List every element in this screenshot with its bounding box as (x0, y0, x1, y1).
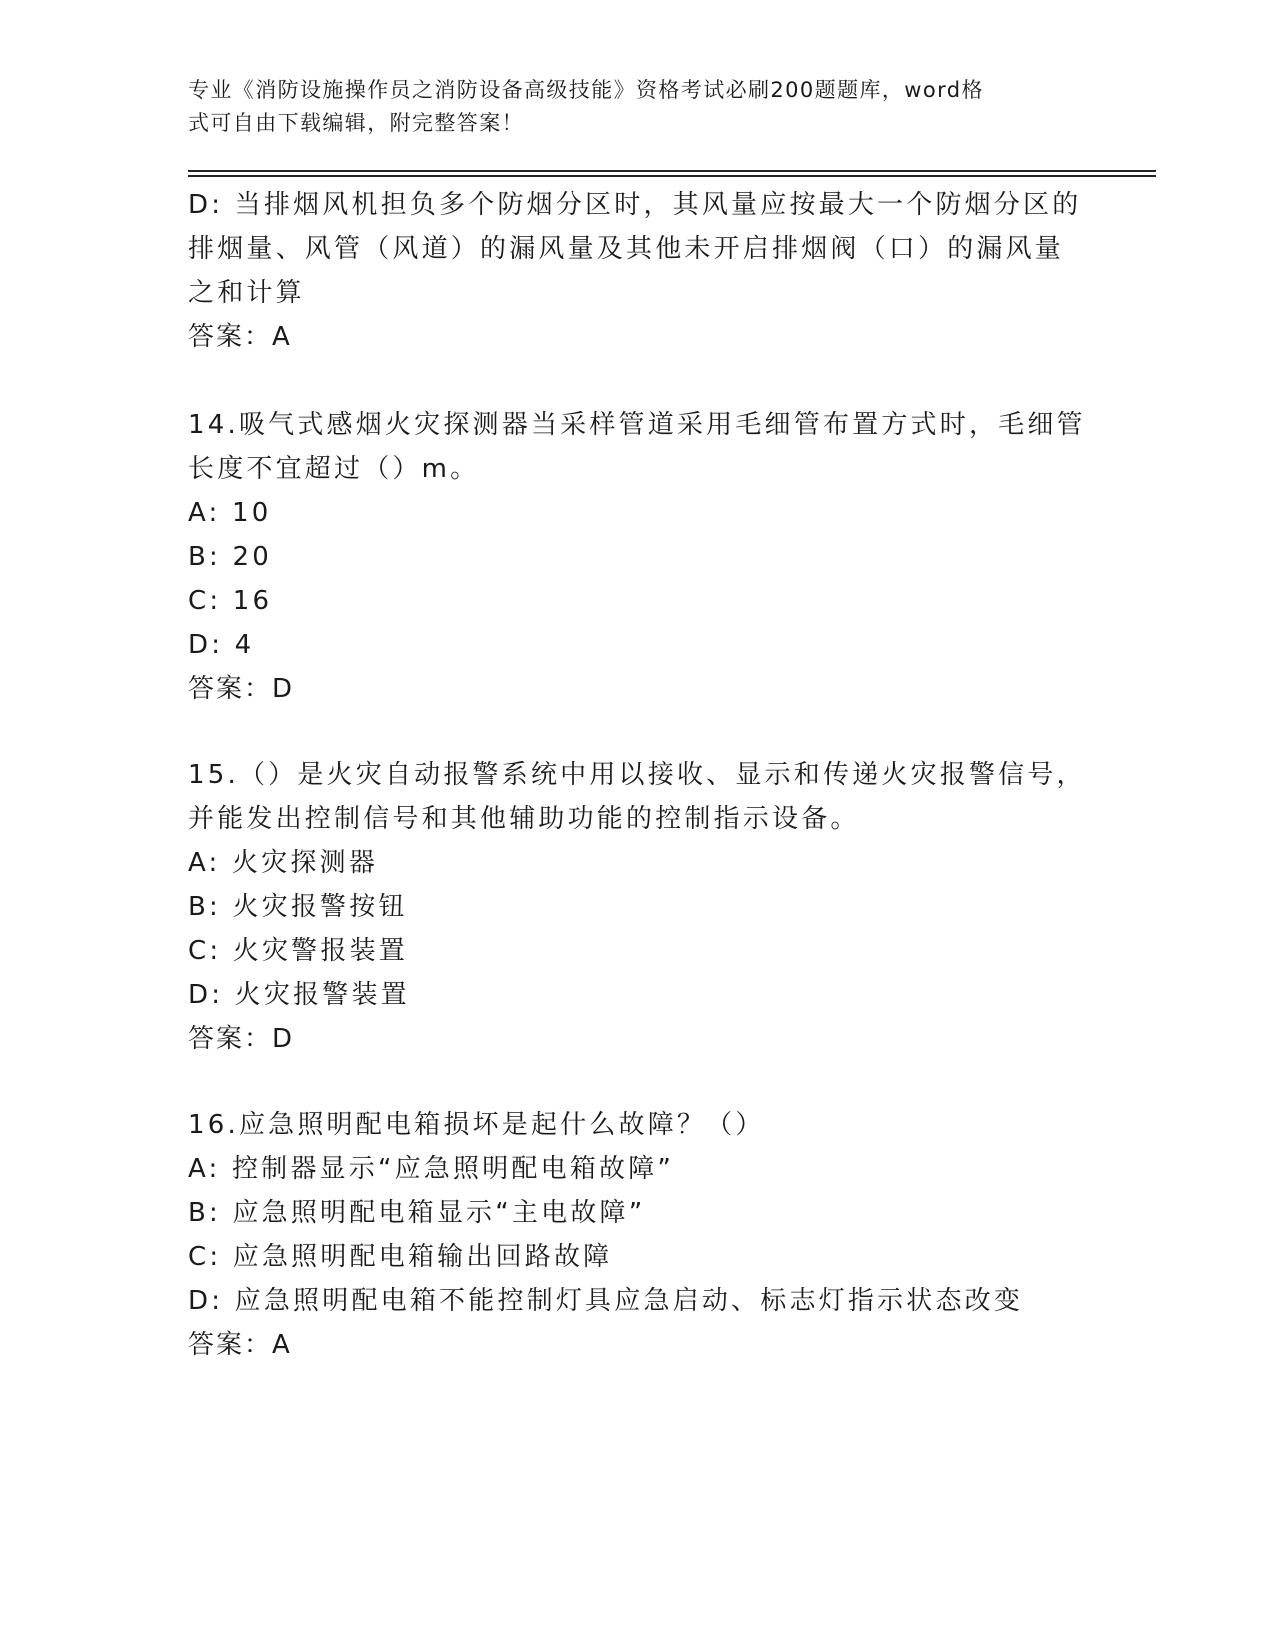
q15-answer: 答案：D (188, 1024, 295, 1054)
q16-option-b: B: 应急照明配电箱显示“主电故障” (188, 1198, 646, 1228)
header-divider-top (188, 170, 1156, 172)
q14-option-b: B: 20 (188, 542, 272, 572)
document-header (188, 74, 1068, 140)
q15-option-b: B: 火灾报警按钮 (188, 892, 408, 922)
q16-option-d: D: 应急照明配电箱不能控制灯具应急启动、标志灯指示状态改变 (188, 1286, 1024, 1316)
q13-option-d-line-1: D: 当排烟风机担负多个防烟分区时，其风量应按最大一个防烟分区的 (188, 190, 1082, 220)
q13-option-d-line-2: 排烟量、风管（风道）的漏风量及其他未开启排烟阀（口）的漏风量 (188, 234, 1065, 264)
header-line-1: 专业《消防设施操作员之消防设备高级技能》资格考试必刷200题题库，word格 (188, 78, 984, 102)
q16-stem: 16.应急照明配电箱损坏是起什么故障？（） (188, 1110, 765, 1140)
q14-stem-line-1: 14.吸气式感烟火灾探测器当采样管道采用毛细管布置方式时，毛细管 (188, 410, 1086, 440)
q15-option-c: C: 火灾警报装置 (188, 936, 408, 966)
q14-option-a: A: 10 (188, 498, 272, 528)
header-divider-bottom (188, 175, 1156, 177)
q14-option-d: D: 4 (188, 630, 255, 660)
q16-option-a: A: 控制器显示“应急照明配电箱故障” (188, 1154, 675, 1184)
q14-answer: 答案：D (188, 674, 295, 704)
q14-stem-line-2: 长度不宜超过（）m。 (188, 454, 480, 484)
q14-option-c: C: 16 (188, 586, 273, 616)
q15-option-d: D: 火灾报警装置 (188, 980, 410, 1010)
q15-stem-line-1: 15.（）是火灾自动报警系统中用以接收、显示和传递火灾报警信号， (188, 760, 1086, 790)
header-line-2: 式可自由下载编辑，附完整答案！ (188, 111, 524, 135)
q16-option-c: C: 应急照明配电箱输出回路故障 (188, 1242, 613, 1272)
q15-option-a: A: 火灾探测器 (188, 848, 378, 878)
q15-stem-line-2: 并能发出控制信号和其他辅助功能的控制指示设备。 (188, 804, 860, 834)
q16-answer: 答案：A (188, 1330, 292, 1360)
q13-option-d-line-3: 之和计算 (188, 278, 305, 308)
q13-answer: 答案：A (188, 322, 292, 352)
